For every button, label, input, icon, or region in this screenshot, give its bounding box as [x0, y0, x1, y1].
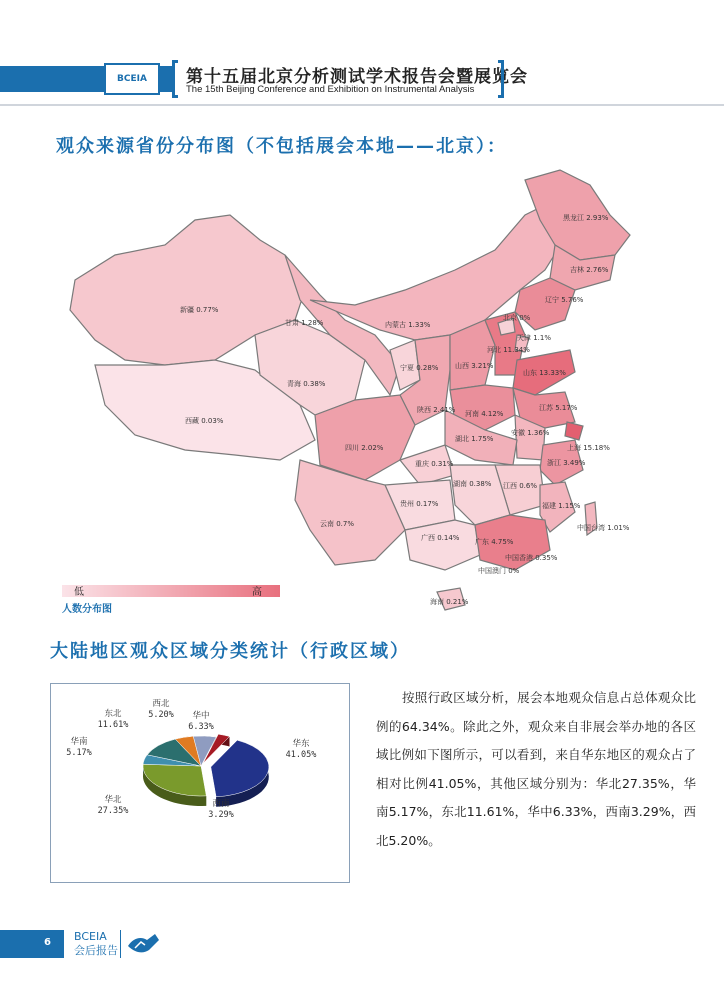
section-title-province: 观众来源省份分布图（不包括展会本地——北京）： — [56, 136, 507, 157]
province-label: 宁夏 0.28% — [400, 364, 439, 372]
region-pie-chart — [51, 684, 349, 882]
analysis-paragraph: 按照行政区域分析，展会本地观众信息占总体观众比例的64.34%。除此之外，观众来自非展会举办地的各区域比例如下图所示，可以看到，来自华东地区的观众占了相对比例41.05%，其他区域分别为：华北27.35%，华南5.17%，东北11.61%，华中6.33%，西南3.29%，西北5.20%。 — [376, 690, 696, 848]
province-label: 海南 0.21% — [430, 598, 469, 606]
china-province-map — [55, 160, 655, 620]
pie-value-label: 3.29% — [208, 810, 234, 820]
province-label: 中国澳门 0% — [478, 567, 520, 575]
province-label: 云南 0.7% — [320, 520, 355, 528]
province-label: 吉林 2.76% — [570, 266, 609, 274]
logo-text: BCEIA — [117, 74, 147, 84]
province-label: 四川 2.02% — [345, 444, 384, 452]
footer-brand — [74, 930, 118, 958]
province-label: 西藏 0.03% — [185, 417, 224, 425]
region-pie-chart-box — [50, 683, 350, 883]
province-label: 上海 15.18% — [567, 444, 610, 452]
pie-value-label: 5.20% — [148, 710, 174, 720]
province-label: 浙江 3.49% — [547, 459, 586, 467]
header-divider — [0, 104, 724, 106]
province-label: 江苏 5.17% — [539, 404, 578, 412]
province-label: 内蒙古 1.33% — [385, 321, 431, 329]
pie-value-label: 27.35% — [97, 806, 129, 816]
province-label: 山东 13.33% — [523, 369, 566, 377]
legend-caption: 人数分布图 — [62, 604, 112, 615]
region-shanghai — [565, 422, 583, 440]
handshake-icon — [125, 928, 161, 958]
province-label: 陕西 2.41% — [417, 406, 456, 414]
pie-value-label: 11.61% — [97, 720, 129, 730]
province-label: 河北 11.34% — [487, 346, 530, 354]
legend-high-label: 高 — [252, 587, 262, 598]
header-title-en: The 15th Beijing Conference and Exhibition on Instrumental Analysis — [186, 84, 475, 95]
province-label: 河南 4.12% — [465, 410, 504, 418]
bceia-logo — [104, 63, 160, 95]
province-label: 辽宁 5.76% — [545, 296, 584, 304]
pie-category-label: 华东 — [292, 739, 310, 749]
bracket-right — [498, 60, 504, 98]
province-label: 重庆 0.31% — [415, 460, 454, 468]
region-guangxi — [405, 520, 480, 570]
pie-category-label: 华中 — [192, 711, 210, 721]
pie-value-label: 6.33% — [188, 722, 214, 732]
pie-category-label: 华南 — [70, 737, 88, 747]
province-label: 中国香港 0.35% — [505, 554, 558, 562]
header-title-block — [172, 60, 528, 100]
footer-separator — [120, 930, 121, 958]
province-label: 福建 1.15% — [542, 502, 581, 510]
page-number: 6 — [44, 937, 51, 948]
province-label: 广西 0.14% — [421, 534, 460, 542]
province-label: 安徽 1.36% — [511, 429, 550, 437]
pie-value-label: 5.17% — [66, 748, 92, 758]
pie-category-label: 华北 — [104, 795, 122, 805]
province-label: 广东 4.75% — [475, 538, 514, 546]
footer-bar — [0, 930, 64, 958]
pie-category-label: 西北 — [152, 699, 170, 709]
province-label: 新疆 0.77% — [180, 306, 219, 314]
province-label: 湖北 1.75% — [455, 435, 494, 443]
province-label: 甘肃 1.28% — [285, 319, 324, 327]
legend-gradient-bar — [62, 585, 280, 597]
province-label: 江西 0.6% — [503, 482, 538, 490]
footer-brand-sub: 会后报告 — [74, 944, 118, 957]
pie-category-label: 西南 — [212, 799, 230, 809]
pie-value-label: 41.05% — [285, 750, 317, 760]
province-label: 贵州 0.17% — [400, 500, 439, 508]
legend-low-label: 低 — [74, 587, 84, 598]
footer-brand-name: BCEIA — [74, 930, 107, 943]
province-label: 黑龙江 2.93% — [563, 214, 609, 222]
province-label: 北京 0% — [503, 314, 531, 322]
pie-category-label: 东北 — [104, 709, 122, 719]
header-title-cn: 第十五届北京分析测试学术报告会暨展览会 — [186, 67, 528, 87]
province-label: 天津 1.1% — [517, 334, 552, 342]
province-label: 青海 0.38% — [287, 380, 326, 388]
province-label: 湖南 0.38% — [453, 480, 492, 488]
province-label: 中国台湾 1.01% — [577, 524, 630, 532]
section-title-region: 大陆地区观众区域分类统计（行政区域） — [50, 641, 410, 662]
region-yunnan — [295, 460, 405, 565]
province-label: 山西 3.21% — [455, 362, 494, 370]
bracket-left — [172, 60, 178, 98]
